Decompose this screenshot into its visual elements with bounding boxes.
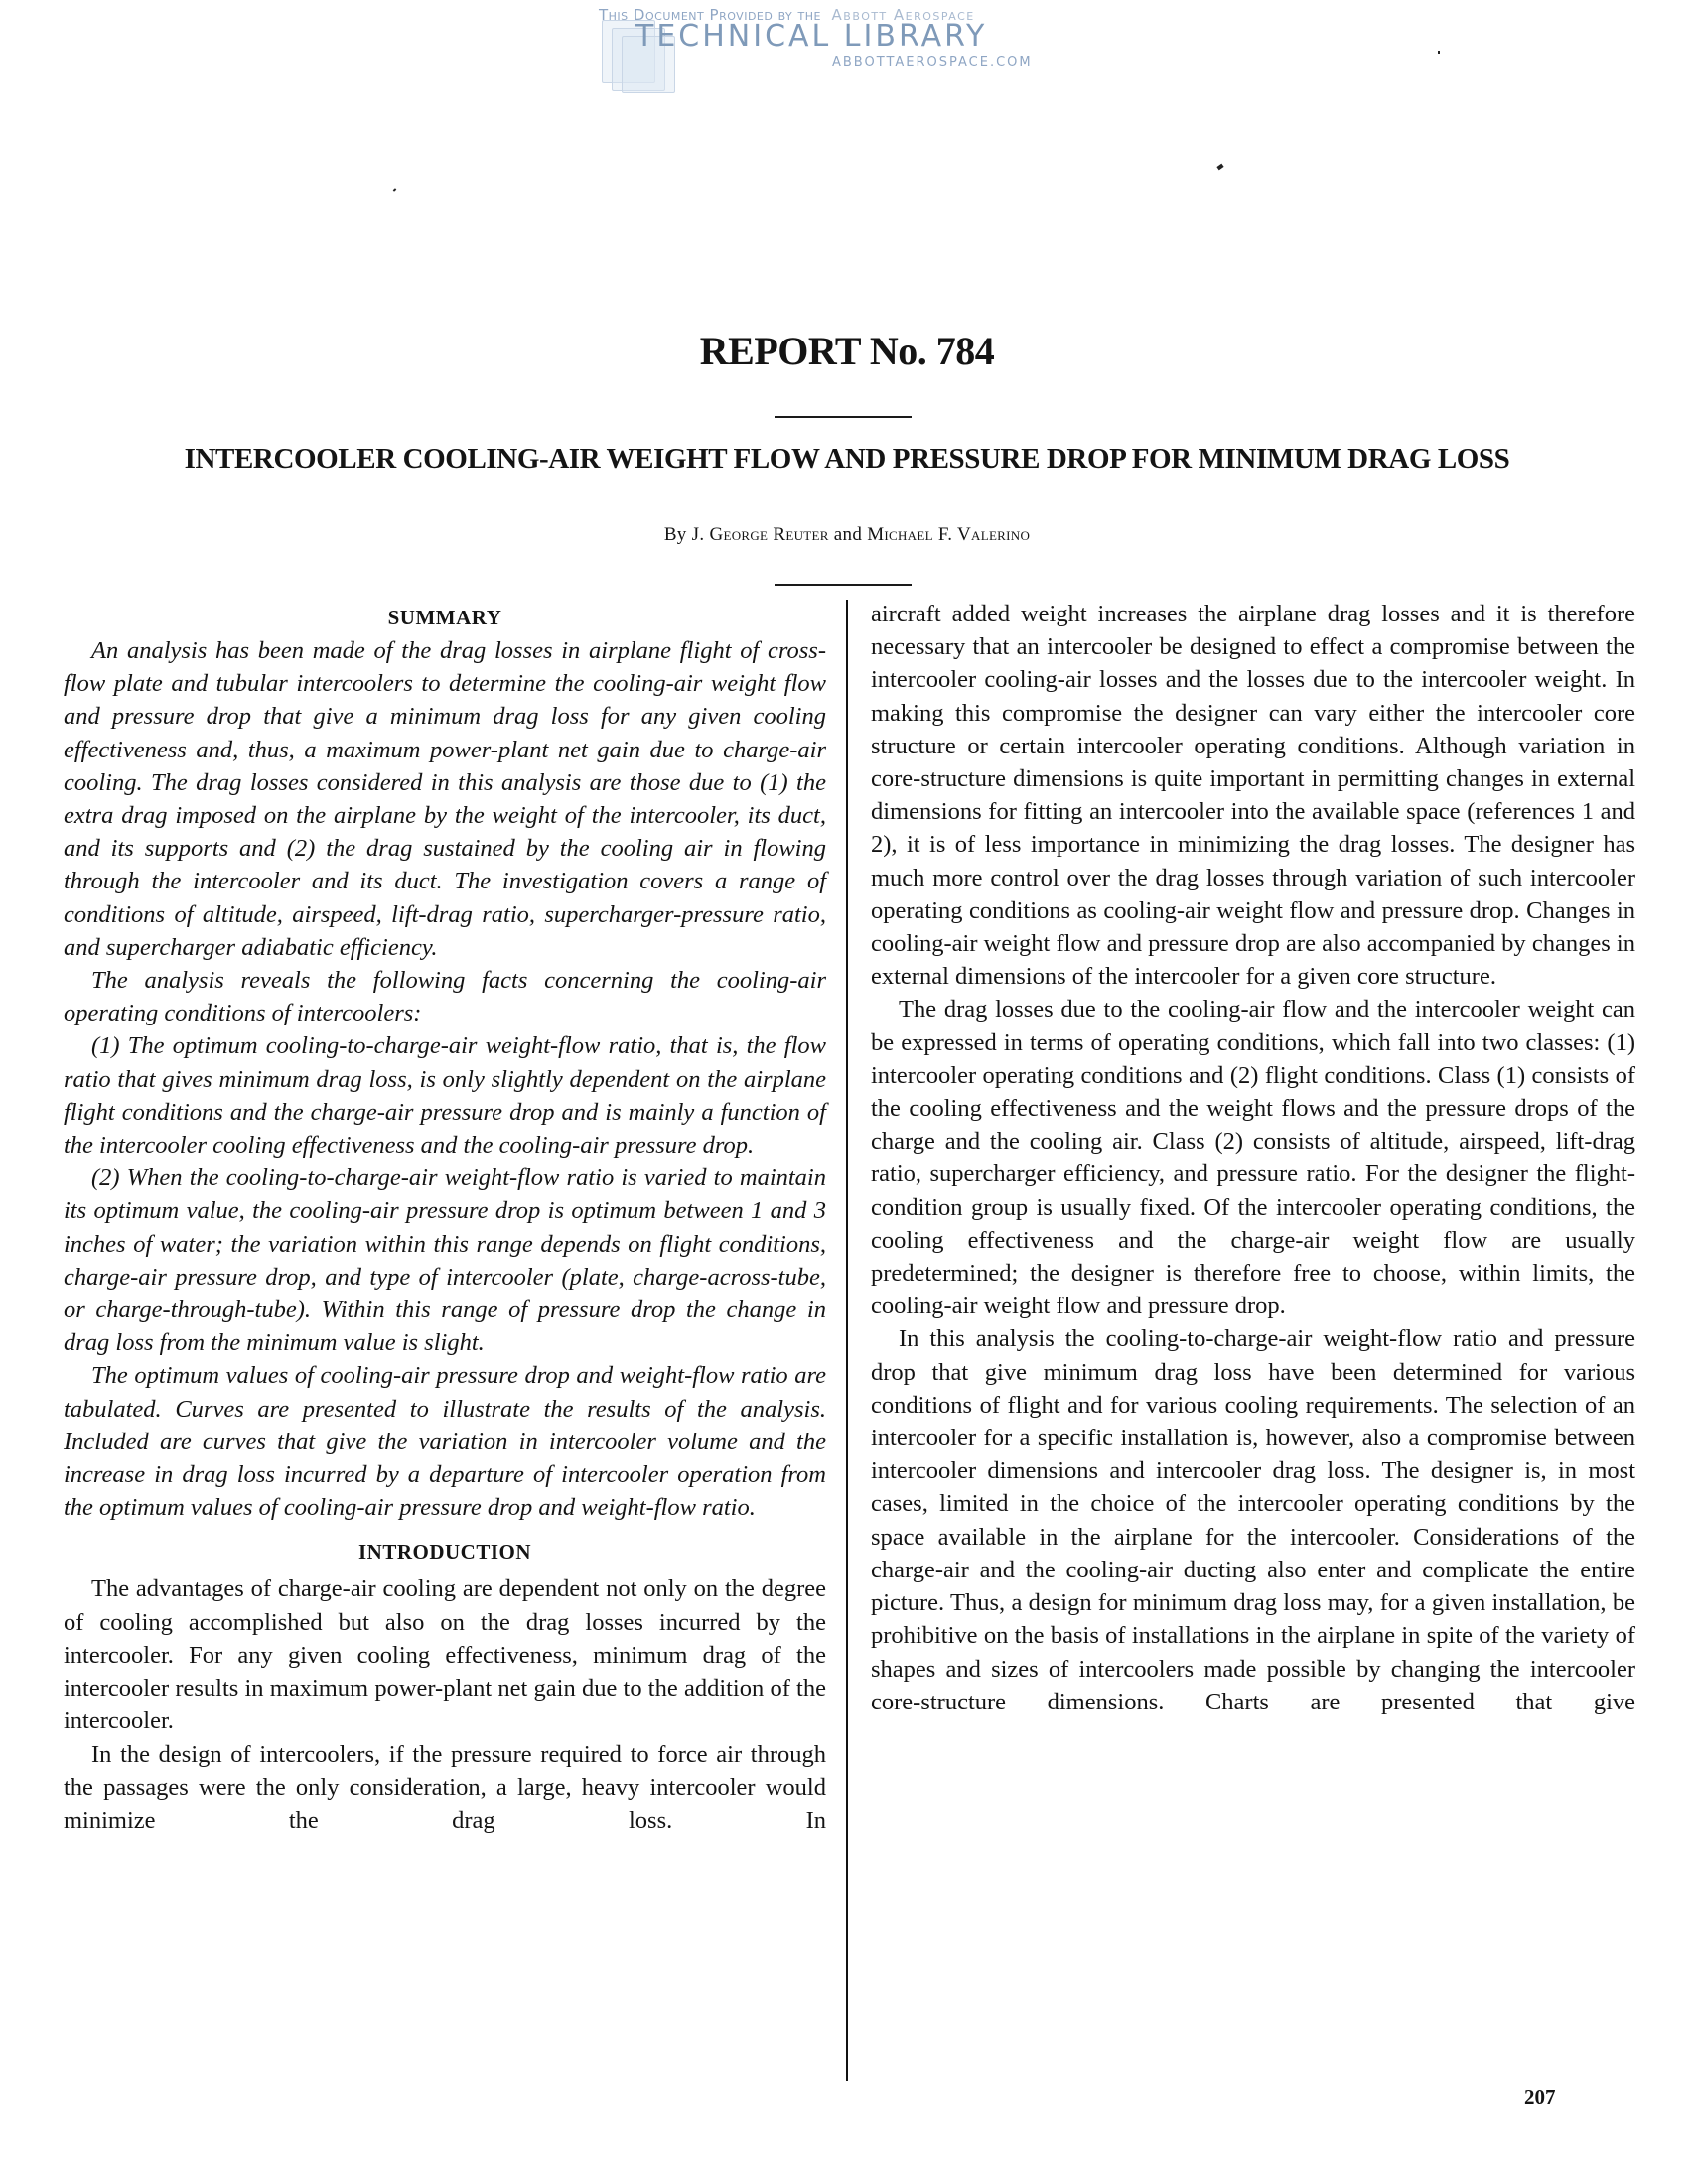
summary-paragraph: The analysis reveals the following facts concerning the cooling-air operating conditions of intercoolers: bbox=[64, 967, 826, 1027]
column-divider bbox=[846, 600, 848, 2081]
byline bbox=[0, 524, 1694, 546]
summary-finding-2: (2) When the cooling-to-charge-air weight-flow ratio is varied to maintain its optimum value, the cooling-air pressure drop is optimum between 1 and 3 inches of water; the variation within this range depends on flight conditions, charge-air pressure drop, and type of intercooler (plate, charge-across-tube, or charge-through-tube). Within this range of pressure drop the change in drag loss from the minimum value is slight. bbox=[64, 1164, 826, 1357]
introduction-paragraph: The drag losses due to the cooling-air flow and the intercooler weight can be expressed in terms of operating conditions, which fall into two classes: (1) intercooler operating conditions and (2) flight conditions. Class (1) consists of the cooling effectiveness and the weight flows and the pressure drops of the charge and the cooling air. Class (2) consists of altitude, airspeed, lift-drag ratio, supercharger efficiency, and pressure ratio. For the designer the flight-condition group is usually fixed. Of the intercooler operating conditions, the cooling effectiveness and the charge-air weight flow are usually predetermined; the designer is therefore free to choose, within limits, the cooling-air weight flow and pressure drop. bbox=[871, 996, 1635, 1320]
introduction-paragraph: In this analysis the cooling-to-charge-air weight-flow ratio and pressure drop that give minimum drag loss have been determined for various conditions of flight and for various cooling requirements. The selection of an intercooler for a specific installation is, however, also a compromise between intercooler dimensions and intercooler drag loss. The designer is, in most cases, limited in the choice of the intercooler operating conditions by the space available in the airplane for the intercooler. Considerations of the charge-air and the cooling-air ducting also enter and complicate the entire picture. Thus, a design for minimum drag loss may, for a given installation, be prohibitive on the basis of installations in the airplane in spite of the variety of shapes and sizes of intercoolers made possible by changing the intercooler core-structure dimensions. Charts are presented that give bbox=[871, 1325, 1635, 1715]
right-column bbox=[871, 598, 1635, 1718]
header-rule-bottom bbox=[775, 584, 912, 586]
summary-heading: SUMMARY bbox=[387, 606, 502, 629]
watermark-url: ABBOTTAEROSPACE.COM bbox=[832, 55, 1033, 69]
introduction-paragraph: The advantages of charge-air cooling are dependent not only on the degree of cooling accomplished but also on the drag losses incurred by the intercooler. For any given cooling effectiveness, minimum drag of the intercooler results in maximum power-plant net gain due to the addition of the intercooler. bbox=[64, 1575, 826, 1735]
byline-prefix: By bbox=[663, 524, 687, 545]
introduction-paragraph: In the design of intercoolers, if the pressure required to force air through the passages were the only consideration, a large, heavy intercooler would minimize the drag loss. In bbox=[64, 1740, 826, 1834]
scan-speck bbox=[1216, 164, 1223, 171]
introduction-paragraph: aircraft added weight increases the airplane drag losses and it is therefore necessary that an intercooler be designed to effect a compromise between the intercooler cooling-air losses and the losses due to the intercooler weight. In making this compromise the designer can vary either the intercooler core structure or certain intercooler operating conditions. Although variation in core-structure dimensions is quite important in permitting changes in external dimensions for fitting an intercooler into the available space (references 1 and 2), it is of less importance in minimizing the drag losses. The designer has much more control over the drag losses through variation of such intercooler operating conditions as cooling-air weight flow and pressure drop. Changes in cooling-air weight flow and pressure drop are also accompanied by changes in external dimensions of the intercooler for a given core structure. bbox=[871, 601, 1635, 991]
scan-speck bbox=[1438, 51, 1440, 54]
scan-speck bbox=[393, 188, 397, 191]
page-number: 207 bbox=[1524, 2085, 1556, 2109]
summary-finding-1: (1) The optimum cooling-to-charge-air weight-flow ratio, that is, the flow ratio that gives minimum drag loss, is only slightly dependent on the airplane flight conditions and the charge-air pressure drop and is mainly a function of the intercooler cooling effectiveness and the cooling-air pressure drop. bbox=[64, 1032, 826, 1160]
watermark-banner bbox=[596, 2, 1082, 96]
author-name: J. George Reuter bbox=[691, 524, 829, 545]
summary-paragraph: An analysis has been made of the drag losses in airplane flight of cross-flow plate and tubular intercoolers to determine the cooling-air weight flow and pressure drop that give a minimum drag loss for any given cooling effectiveness and, thus, a maximum power-plant net gain due to charge-air cooling. The drag losses considered in this analysis are those due to (1) the extra drag imposed on the airplane by the weight of the intercooler, its duct, and its supports and (2) the drag sustained by the cooling air in flowing through the intercooler and its duct. The investigation covers a range of conditions of altitude, airspeed, lift-drag ratio, supercharger-pressure ratio, and supercharger adiabatic efficiency. bbox=[64, 637, 826, 961]
watermark-brand: Abbott Aerospace bbox=[831, 6, 975, 24]
report-number: REPORT No. 784 bbox=[699, 329, 995, 373]
watermark-library-title: TECHNICAL LIBRARY bbox=[635, 19, 988, 54]
byline-joiner: and bbox=[833, 524, 863, 545]
left-column bbox=[64, 602, 826, 1837]
watermark-provider-text: This Document Provided by the bbox=[599, 6, 821, 24]
report-title: INTERCOOLER COOLING-AIR WEIGHT FLOW AND PRESSURE DROP FOR MINIMUM DRAG LOSS bbox=[184, 443, 1510, 475]
header-rule-top bbox=[775, 416, 912, 418]
summary-paragraph: The optimum values of cooling-air pressure drop and weight-flow ratio are tabulated. Curves are presented to illustrate the results of the analysis. Included are curves that give the variation in intercooler volume and the increase in drag loss incurred by a departure of intercooler operation from the optimum values of cooling-air pressure drop and weight-flow ratio. bbox=[64, 1362, 826, 1522]
introduction-heading: INTRODUCTION bbox=[357, 1540, 532, 1565]
author-name: Michael F. Valerino bbox=[867, 524, 1031, 545]
